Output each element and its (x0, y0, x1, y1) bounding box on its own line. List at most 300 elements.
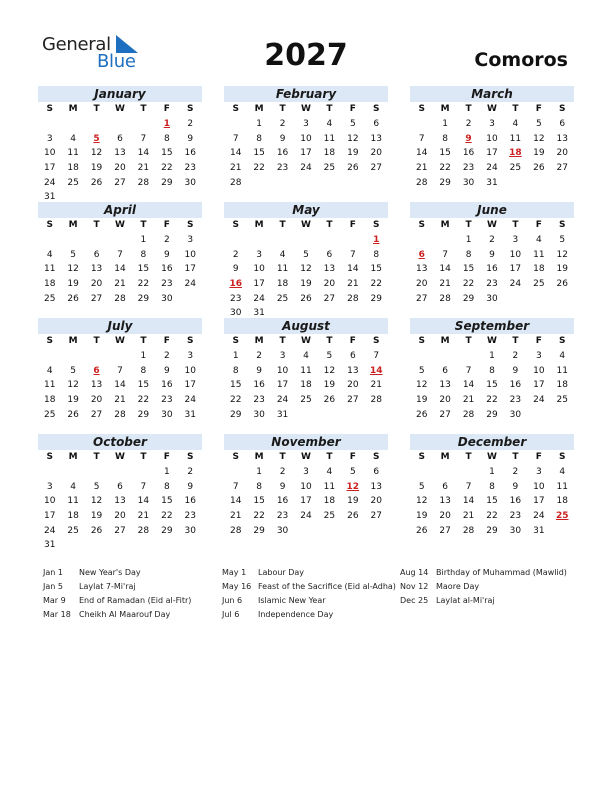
day-cell: 4 (70, 481, 76, 492)
day-cell: 19 (415, 511, 428, 522)
day-cell: 4 (303, 351, 309, 361)
empty-cell (341, 233, 364, 248)
weekday-label: S (232, 220, 239, 230)
day-cell: 8 (489, 365, 495, 376)
day-cell: 6 (93, 249, 100, 260)
holiday-entry (43, 594, 218, 608)
holiday-entry (222, 580, 394, 594)
day-cell: 8 (442, 133, 448, 144)
day-cell: 15 (253, 496, 265, 507)
holiday-day: 9 (465, 133, 472, 144)
day-cell: 14 (137, 148, 150, 159)
day-cell: 22 (161, 163, 173, 174)
month-september (410, 318, 574, 422)
day-cell: 5 (349, 467, 356, 477)
holiday-entry (43, 580, 218, 594)
day-cell: 24 (300, 511, 312, 522)
day-cell: 9 (279, 481, 286, 492)
day-cell: 21 (137, 511, 150, 522)
weekday-label: M (68, 104, 78, 114)
weekday-label: F (535, 336, 542, 346)
day-cell: 10 (509, 249, 522, 260)
day-cell: 14 (347, 264, 359, 275)
day-cell: 27 (439, 409, 451, 420)
day-grid (38, 334, 202, 422)
weekday-label: T (326, 104, 333, 114)
empty-cell (85, 349, 108, 364)
day-cell: 7 (232, 133, 239, 144)
day-cell: 23 (229, 293, 242, 304)
weekday-label: F (163, 104, 170, 114)
day-cell: 17 (533, 496, 545, 507)
day-cell: 10 (253, 264, 265, 275)
day-cell: 27 (415, 293, 428, 304)
day-cell: 25 (556, 395, 568, 406)
day-cell: 6 (326, 249, 333, 260)
day-cell: 29 (462, 293, 475, 304)
day-cell: 25 (300, 395, 312, 406)
day-cell: 22 (370, 279, 382, 290)
weekday-label: S (46, 220, 53, 230)
day-cell: 12 (323, 365, 336, 376)
day-cell: 17 (300, 496, 312, 507)
empty-cell (410, 349, 433, 364)
holiday-column (222, 566, 394, 622)
day-cell: 10 (533, 481, 545, 492)
day-cell: 21 (229, 163, 242, 174)
weekday-label: T (93, 220, 100, 230)
weekday-label: S (187, 104, 194, 114)
day-cell: 9 (256, 365, 262, 376)
holiday-day: 12 (346, 481, 360, 492)
day-cell: 20 (347, 380, 359, 391)
day-cell: 26 (90, 177, 103, 188)
empty-cell (108, 233, 131, 248)
day-cell: 4 (512, 119, 519, 129)
day-cell: 10 (300, 481, 312, 492)
day-cell: 19 (347, 148, 359, 159)
month-name: August (224, 318, 388, 334)
day-cell: 20 (114, 163, 126, 174)
day-cell: 25 (323, 163, 336, 174)
day-cell: 16 (253, 380, 265, 391)
day-cell: 16 (486, 264, 498, 275)
month-october (38, 434, 202, 553)
weekday-label: S (187, 452, 194, 462)
day-cell: 28 (137, 525, 150, 536)
month-name: July (38, 318, 202, 334)
day-cell: 13 (114, 148, 126, 159)
holiday-day: 16 (229, 279, 242, 290)
day-cell: 13 (439, 380, 451, 391)
day-cell: 6 (117, 481, 123, 492)
day-cell: 20 (415, 279, 428, 290)
day-cell: 17 (300, 148, 312, 159)
day-cell: 4 (326, 119, 333, 129)
day-cell: 31 (184, 409, 196, 420)
weekday-label: T (279, 220, 286, 230)
day-cell: 13 (90, 380, 103, 391)
day-cell: 2 (187, 119, 194, 129)
holiday-date: Jan 5 (43, 582, 63, 591)
day-cell: 9 (187, 133, 194, 144)
day-cell: 12 (556, 249, 568, 260)
day-cell: 23 (184, 511, 196, 522)
day-cell: 30 (184, 177, 196, 188)
day-cell: 7 (232, 481, 239, 492)
day-cell: 7 (465, 481, 472, 492)
day-cell: 8 (256, 481, 262, 492)
day-cell: 4 (46, 365, 53, 376)
day-cell: 11 (43, 264, 56, 275)
day-cell: 21 (114, 279, 126, 290)
day-cell: 31 (43, 540, 56, 551)
day-cell: 6 (559, 119, 566, 129)
day-cell: 15 (253, 148, 265, 159)
day-cell: 11 (276, 264, 289, 275)
day-cell: 1 (489, 351, 495, 361)
day-cell: 3 (46, 481, 53, 492)
day-cell: 11 (556, 481, 568, 492)
day-cell: 10 (43, 148, 56, 159)
empty-cell (38, 233, 61, 248)
empty-cell (108, 465, 131, 480)
weekday-label: S (232, 104, 239, 114)
day-cell: 24 (184, 279, 196, 290)
day-cell: 13 (370, 133, 382, 144)
day-cell: 13 (347, 365, 359, 376)
weekday-label: T (512, 452, 519, 462)
day-cell: 2 (512, 467, 519, 477)
holiday-date: May 1 (222, 568, 247, 577)
day-cell: 12 (67, 264, 79, 275)
day-cell: 9 (512, 365, 519, 376)
month-name: December (410, 434, 574, 450)
weekday-label: W (301, 220, 311, 230)
empty-cell (433, 465, 456, 480)
weekday-label: T (93, 336, 100, 346)
day-cell: 26 (556, 279, 568, 290)
day-cell: 28 (229, 177, 242, 188)
day-cell: 15 (161, 496, 173, 507)
weekday-label: T (465, 452, 472, 462)
day-cell: 21 (229, 511, 242, 522)
day-cell: 15 (370, 264, 382, 275)
day-cell: 20 (556, 148, 568, 159)
weekday-label: T (326, 220, 333, 230)
weekday-label: M (254, 452, 264, 462)
month-name: January (38, 86, 202, 102)
empty-cell (132, 465, 155, 480)
day-cell: 24 (300, 163, 312, 174)
day-cell: 27 (370, 163, 382, 174)
day-cell: 20 (370, 148, 382, 159)
day-cell: 5 (70, 249, 76, 260)
day-cell: 11 (67, 148, 79, 159)
day-cell: 3 (303, 119, 309, 129)
empty-cell (410, 233, 433, 248)
day-cell: 15 (229, 380, 242, 391)
day-cell: 13 (370, 481, 382, 492)
day-cell: 4 (326, 467, 333, 477)
holiday-name: Laylat al-Mi'raj (436, 596, 495, 605)
day-cell: 8 (163, 133, 170, 144)
day-cell: 27 (556, 163, 568, 174)
holiday-day: 14 (369, 365, 383, 376)
weekday-label: W (487, 220, 497, 230)
day-cell: 8 (256, 133, 262, 144)
day-cell: 5 (559, 235, 566, 245)
day-cell: 10 (300, 133, 312, 144)
day-cell: 22 (486, 395, 498, 406)
day-cell: 22 (253, 163, 265, 174)
empty-cell (38, 349, 61, 364)
day-cell: 14 (439, 264, 451, 275)
day-cell: 22 (439, 163, 451, 174)
day-cell: 3 (535, 467, 542, 477)
day-grid (224, 102, 388, 190)
weekday-label: S (418, 336, 425, 346)
weekday-label: S (418, 220, 425, 230)
day-cell: 22 (253, 511, 265, 522)
holiday-name: Laylat 7-Mi'raj (79, 582, 136, 591)
day-cell: 27 (114, 525, 126, 536)
day-cell: 9 (163, 249, 170, 260)
empty-cell (132, 117, 155, 132)
day-cell: 2 (187, 467, 194, 477)
empty-cell (61, 233, 84, 248)
weekday-label: F (349, 220, 356, 230)
empty-cell (247, 233, 270, 248)
day-cell: 9 (279, 133, 286, 144)
day-cell: 26 (90, 525, 103, 536)
day-cell: 7 (117, 365, 123, 376)
empty-cell (61, 117, 84, 132)
day-cell: 17 (253, 279, 265, 290)
day-cell: 16 (509, 496, 522, 507)
day-cell: 3 (512, 235, 519, 245)
month-april (38, 202, 202, 306)
weekday-label: M (68, 452, 78, 462)
weekday-label: T (465, 104, 472, 114)
day-cell: 1 (256, 467, 262, 477)
day-grid (38, 102, 202, 205)
weekday-label: T (326, 336, 333, 346)
holiday-name: Maore Day (436, 582, 480, 591)
day-cell: 9 (489, 249, 495, 260)
day-cell: 29 (161, 177, 173, 188)
day-cell: 1 (140, 235, 147, 245)
day-cell: 21 (347, 279, 359, 290)
day-grid (410, 334, 574, 422)
holiday-name: Cheikh Al Maarouf Day (79, 610, 171, 619)
weekday-label: T (512, 104, 519, 114)
day-cell: 10 (43, 496, 56, 507)
day-cell: 1 (465, 235, 472, 245)
holiday-date: Jan 1 (43, 568, 63, 577)
weekday-label: F (349, 104, 356, 114)
month-name: April (38, 202, 202, 218)
day-cell: 1 (442, 119, 448, 129)
empty-cell (224, 233, 247, 248)
weekday-label: S (46, 104, 53, 114)
weekday-label: T (93, 104, 100, 114)
day-cell: 30 (509, 525, 522, 536)
day-cell: 8 (489, 481, 495, 492)
empty-cell (271, 233, 294, 248)
day-cell: 15 (439, 148, 451, 159)
day-cell: 20 (90, 279, 103, 290)
day-cell: 28 (229, 525, 242, 536)
weekday-label: W (115, 104, 125, 114)
weekday-label: S (373, 336, 380, 346)
weekday-label: M (440, 336, 450, 346)
empty-cell (108, 117, 131, 132)
day-cell: 18 (300, 380, 312, 391)
day-cell: 11 (300, 365, 312, 376)
day-cell: 13 (556, 133, 568, 144)
weekday-label: S (232, 452, 239, 462)
holiday-day: 18 (509, 148, 522, 159)
holiday-day: 6 (93, 365, 100, 376)
month-august (224, 318, 388, 422)
day-cell: 18 (43, 395, 56, 406)
day-cell: 25 (276, 293, 289, 304)
day-cell: 29 (439, 177, 451, 188)
day-cell: 26 (67, 293, 79, 304)
day-cell: 29 (486, 525, 498, 536)
day-cell: 21 (114, 395, 126, 406)
day-cell: 3 (279, 351, 286, 361)
day-cell: 30 (509, 409, 522, 420)
day-cell: 8 (373, 249, 380, 260)
day-cell: 24 (533, 511, 545, 522)
day-cell: 14 (137, 496, 150, 507)
day-cell: 23 (161, 279, 173, 290)
day-cell: 21 (415, 163, 428, 174)
day-cell: 12 (415, 496, 428, 507)
day-cell: 23 (509, 395, 522, 406)
day-cell: 26 (347, 511, 359, 522)
month-july (38, 318, 202, 422)
day-cell: 17 (486, 148, 498, 159)
weekday-label: F (349, 452, 356, 462)
day-cell: 18 (556, 496, 568, 507)
day-cell: 5 (349, 119, 356, 129)
weekday-label: F (163, 452, 170, 462)
empty-cell (318, 233, 341, 248)
weekday-label: T (512, 220, 519, 230)
day-cell: 2 (256, 351, 262, 361)
day-cell: 22 (161, 511, 173, 522)
day-cell: 8 (163, 481, 170, 492)
day-cell: 18 (67, 163, 79, 174)
day-cell: 13 (114, 496, 126, 507)
holiday-entry (400, 594, 570, 608)
holiday-name: End of Ramadan (Eid al-Fitr) (79, 596, 192, 605)
day-cell: 12 (533, 133, 545, 144)
holiday-entry (222, 608, 394, 622)
day-cell: 18 (43, 279, 56, 290)
day-cell: 2 (279, 467, 286, 477)
day-cell: 8 (140, 365, 147, 376)
day-cell: 24 (184, 395, 196, 406)
day-cell: 23 (509, 511, 522, 522)
day-cell: 12 (415, 380, 428, 391)
day-cell: 17 (43, 163, 56, 174)
day-cell: 14 (114, 380, 126, 391)
weekday-label: T (140, 452, 147, 462)
day-cell: 19 (67, 279, 79, 290)
empty-cell (38, 465, 61, 480)
weekday-label: M (68, 220, 78, 230)
day-cell: 28 (347, 293, 359, 304)
day-cell: 28 (137, 177, 150, 188)
day-grid (38, 450, 202, 553)
day-cell: 1 (256, 119, 262, 129)
day-cell: 5 (70, 365, 76, 376)
day-cell: 4 (535, 235, 542, 245)
day-cell: 15 (486, 496, 498, 507)
empty-cell (38, 117, 61, 132)
weekday-label: W (115, 336, 125, 346)
day-cell: 9 (232, 264, 239, 275)
day-cell: 6 (442, 481, 448, 492)
weekday-label: T (326, 452, 333, 462)
weekday-label: M (254, 104, 264, 114)
day-cell: 16 (161, 380, 173, 391)
day-cell: 24 (43, 525, 56, 536)
month-january (38, 86, 202, 205)
day-cell: 30 (253, 409, 265, 420)
weekday-label: W (487, 104, 497, 114)
weekday-label: W (301, 452, 311, 462)
holiday-entry (400, 566, 570, 580)
day-cell: 25 (43, 293, 56, 304)
day-cell: 7 (373, 351, 380, 361)
day-cell: 25 (509, 163, 522, 174)
weekday-label: F (163, 336, 170, 346)
day-cell: 27 (370, 511, 382, 522)
day-cell: 1 (140, 351, 147, 361)
holiday-day: 5 (93, 133, 100, 144)
holiday-date: Jul 6 (222, 610, 240, 619)
day-cell: 14 (229, 496, 242, 507)
day-grid (410, 450, 574, 538)
day-cell: 15 (161, 148, 173, 159)
day-cell: 11 (556, 365, 568, 376)
month-june (410, 202, 574, 306)
day-cell: 14 (114, 264, 126, 275)
weekday-label: T (140, 104, 147, 114)
weekday-label: T (465, 336, 472, 346)
holiday-date: Mar 9 (43, 596, 66, 605)
day-cell: 28 (114, 293, 126, 304)
holiday-name: New Year's Day (79, 568, 141, 577)
day-cell: 19 (300, 279, 312, 290)
day-cell: 3 (46, 133, 53, 144)
holiday-day: 1 (373, 235, 380, 245)
day-cell: 17 (276, 380, 289, 391)
day-cell: 28 (415, 177, 428, 188)
empty-cell (433, 349, 456, 364)
day-cell: 19 (67, 395, 79, 406)
weekday-label: W (115, 220, 125, 230)
weekday-label: M (440, 220, 450, 230)
day-cell: 28 (462, 525, 475, 536)
day-cell: 25 (533, 279, 545, 290)
day-grid (224, 218, 388, 321)
